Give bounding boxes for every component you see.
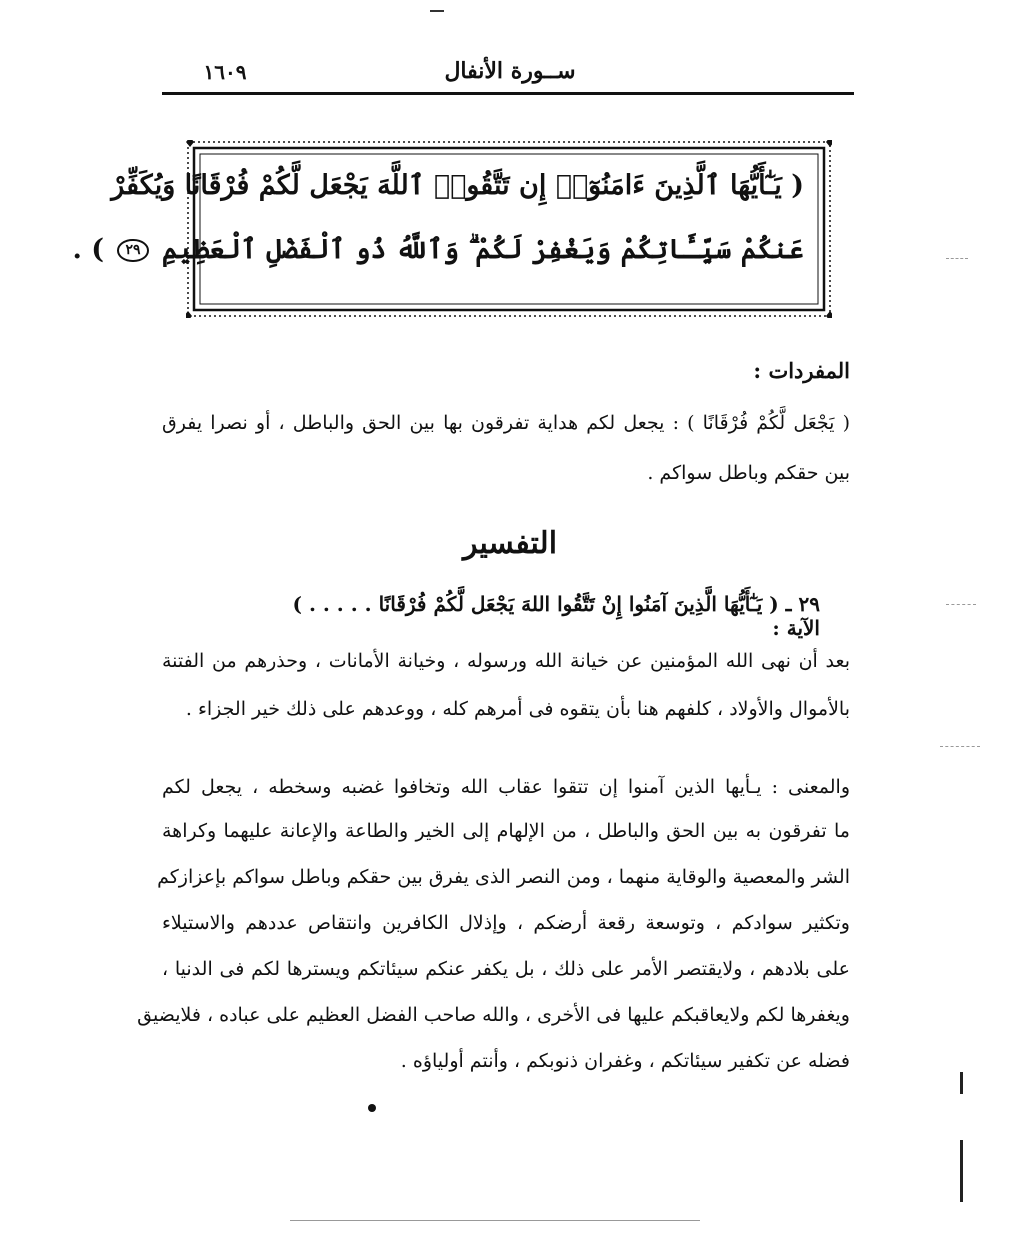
top-scan-mark <box>430 10 444 12</box>
verse-line-1: ( يَـٰٓأَيُّهَا ٱلَّذِينَ ءَامَنُوٓا۟ إِن تَتَّقُوا۟ ٱللَّهَ يَجْعَل لَّكُمْ فُرْقَانًا وَيُكَفِّرْ <box>111 170 804 201</box>
paragraph-1-line: بعد أن نهى الله المؤمنين عن خيانة الله ورسوله ، وخيانة الأمانات ، وحذرهم من الفتنة <box>162 650 850 672</box>
vocab-line-1: ( يَجْعَل لَّكُمْ فُرْقَانًا ) : يجعل لكم هداية تفرقون بها بين الحق والباطل ، أو نصرا يفرق <box>162 412 850 434</box>
paragraph-2-line: ويغفرها لكم ولايعاقبكم عليها فى الأخرى ، والله صاحب الفضل العظيم على عباده ، فلايضيق <box>137 1004 850 1026</box>
header-rule <box>162 92 854 95</box>
margin-mark <box>940 746 980 747</box>
margin-bar <box>960 1072 963 1094</box>
surah-title: ســورة الأنفال <box>444 58 576 84</box>
bottom-rule <box>290 1220 700 1221</box>
page-number: ١٦٠٩ <box>203 60 247 84</box>
paragraph-2-line: فضله عن تكفير سيئاتكم ، وغفران ذنوبكم ، وأنتم أولياؤه . <box>400 1050 850 1072</box>
verse-box <box>72 140 832 318</box>
vocab-line-2: بين حقكم وباطل سواكم . <box>647 462 850 484</box>
vocab-heading: المفردات : <box>753 358 850 383</box>
paragraph-2-line: والمعنى : يـأيها الذين آمنوا إن تتقوا عقاب الله وتخافوا غضبه وسخطه ، يجعل لكم <box>162 776 850 798</box>
paragraph-2-line: على بلادهم ، ولايقتصر الأمر على ذلك ، بل يكفر عنكم سيئاتكم ويسترها لكم فى الدنيا ، <box>162 958 850 980</box>
margin-bar <box>960 1140 963 1202</box>
paragraph-2-line: وتكثير سوادكم ، وتوسعة رقعة أرضكم ، وإذلال الكافرين وانتقاص عددهم والاستيلاء <box>162 912 850 934</box>
tafsir-heading: التفسير <box>462 526 558 561</box>
paragraph-2-line: ما تفرقون به بين الحق والباطل ، من الإلهام إلى الخير والطاعة والإعانة عليهما وكراهة <box>162 820 850 842</box>
verse-citation: ٢٩ ـ ( يَـٰٓأَيُّهَا الَّذِينَ آمَنُوا إِنْ تَتَّقُوا اللهَ يَجْعَل لَّكُمْ فُرْقَانًا . . . . . ) الآية : <box>292 592 820 640</box>
paragraph-1-line: بالأموال والأولاد ، كلفهم هنا بأن يتقوه فى أمرهم كله ، ووعدهم على ذلك خير الجزاء . <box>185 698 850 720</box>
verse-line-2-text: عَنكُمْ سَيِّـَٔاتِكُمْ وَيَغْفِرْ لَكُمْ ۗ وَٱللَّهُ ذُو ٱلْفَضْلِ ٱلْعَظِيمِ <box>161 234 804 265</box>
margin-mark <box>946 604 976 605</box>
verse-line-2-end: ) . <box>72 234 105 265</box>
paragraph-2-line: الشر والمعصية والوقاية منهما ، ومن النصر الذى يفرق بين حقكم وباطل سواكم بإعزازكم <box>157 866 850 888</box>
margin-mark <box>946 258 968 259</box>
ink-dot <box>368 1104 376 1112</box>
verse-line-2 <box>72 234 804 266</box>
ayah-number-marker: ٢٩ <box>117 239 148 262</box>
